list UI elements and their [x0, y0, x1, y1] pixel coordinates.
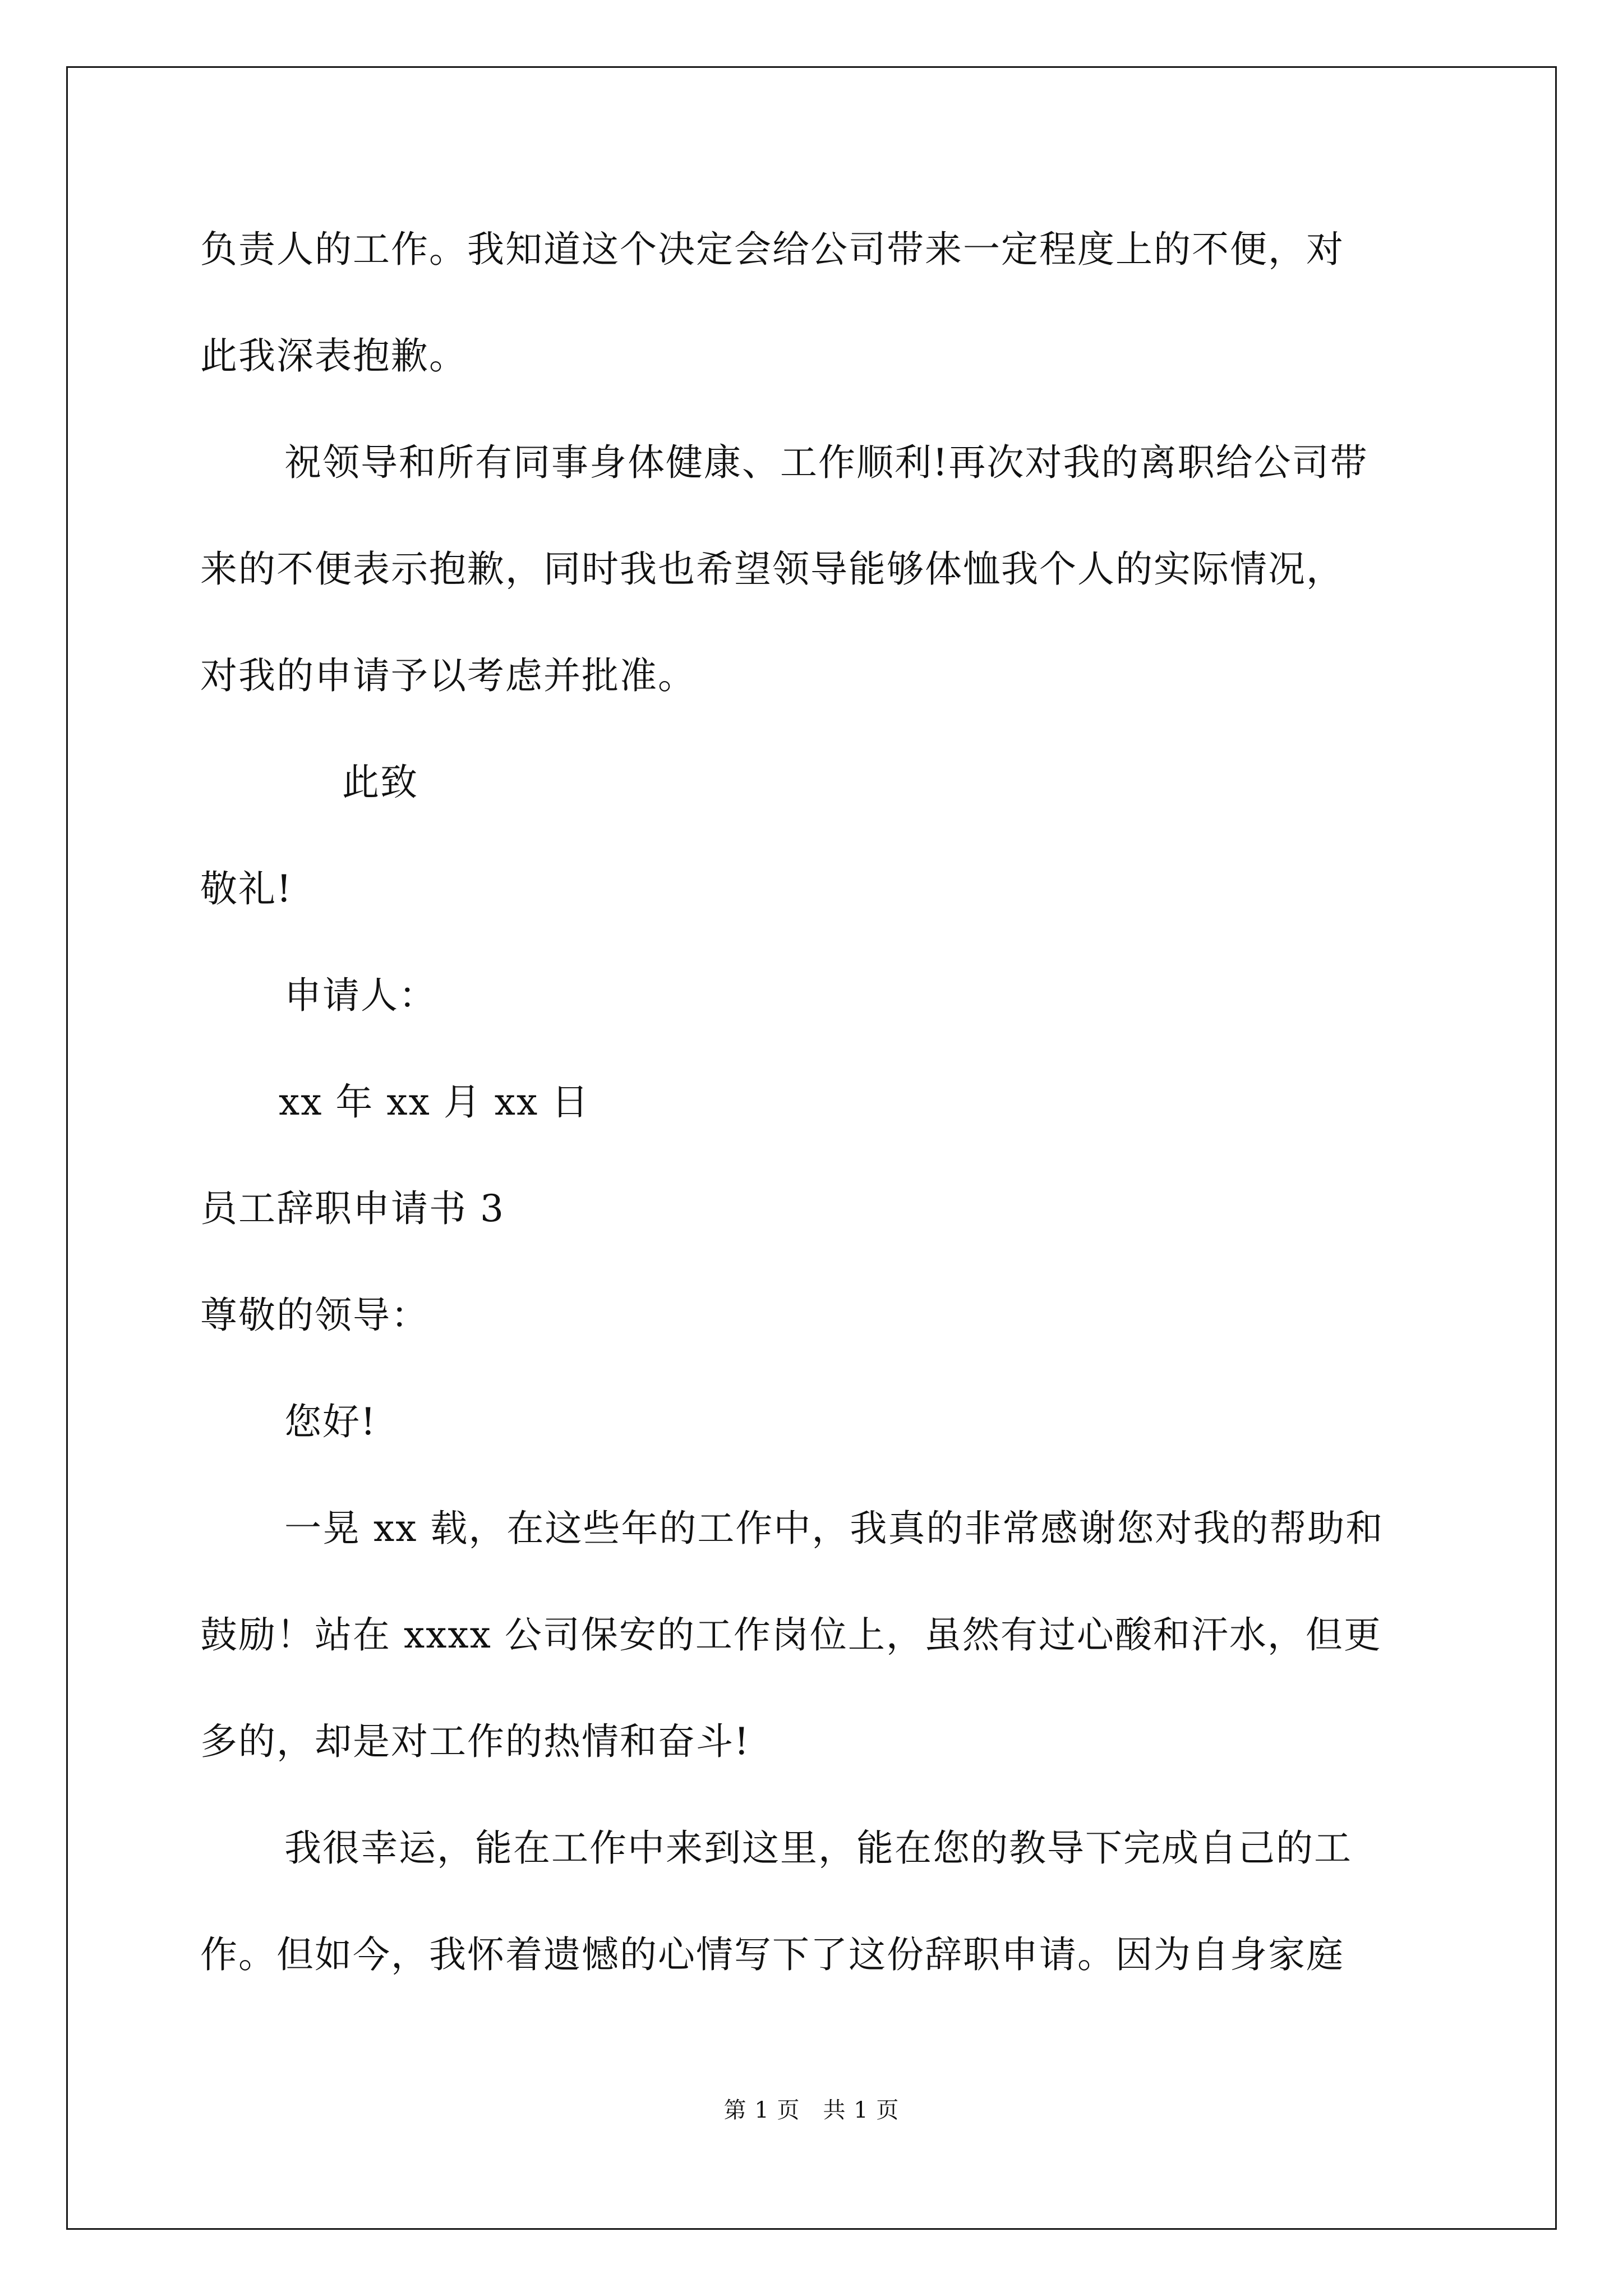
greeting-addressee: 尊敬的领导： — [200, 1294, 429, 1337]
text-line: 此我深表抱歉。 — [200, 334, 467, 378]
text-line: 鼓励！站在 xxxx 公司保安的工作岗位上，虽然有过心酸和汗水，但更 — [200, 1613, 1382, 1657]
page-frame — [66, 66, 1557, 2230]
paragraph-start: 一晃 xx 载，在这些年的工作中，我真的非常感谢您对我的帮助和 — [284, 1507, 1384, 1550]
page-footer: 第 1 页 共 1 页 — [723, 2097, 900, 2123]
date-line: xx 年 xx 月 xx 日 — [279, 1080, 590, 1124]
greeting: 您好! — [284, 1400, 377, 1443]
text-line: 负责人的工作。我知道这个决定会给公司带来一定程度上的不便，对 — [200, 228, 1344, 271]
text-line: 对我的申请予以考虑并批准。 — [200, 654, 696, 697]
paragraph-start: 祝领导和所有同事身体健康、工作顺利!再次对我的离职给公司带 — [284, 441, 1368, 484]
text-line: 来的不便表示抱歉，同时我也希望领导能够体恤我个人的实际情况， — [200, 547, 1344, 591]
section-title: 员工辞职申请书 3 — [200, 1187, 505, 1230]
salutation-closing: 敬礼! — [200, 867, 293, 910]
text-line: 作。但如今，我怀着遗憾的心情写下了这份辞职申请。因为自身家庭 — [200, 1933, 1344, 1976]
applicant-label: 申请人： — [284, 974, 437, 1017]
paragraph-start: 我很幸运，能在工作中来到这里，能在您的教导下完成自己的工 — [284, 1826, 1352, 1870]
text-line: 多的，却是对工作的热情和奋斗! — [200, 1720, 750, 1763]
closing-phrase: 此致 — [342, 761, 418, 804]
